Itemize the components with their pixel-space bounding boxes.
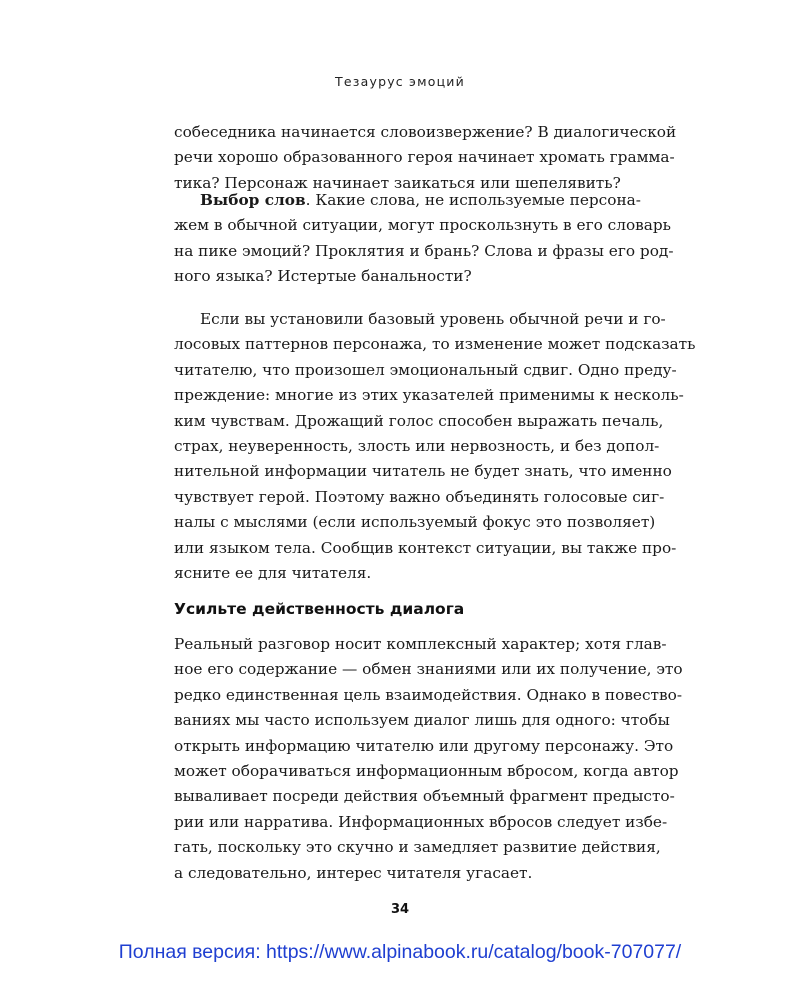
text-line: может оборачиваться информационным вбросом, когда автор bbox=[174, 762, 679, 781]
text-line: нительной информации читатель не будет знать, что именно bbox=[174, 462, 672, 481]
full-version-link[interactable]: Полная версия: https://www.alpinabook.ru/catalog/book-707077/ bbox=[118, 941, 682, 963]
text-line: Реальный разговор носит комплексный характер; хотя глав- bbox=[174, 635, 667, 653]
running-head-title: Тезаурус эмоций bbox=[335, 74, 465, 89]
text-line: ясните ее для читателя. bbox=[174, 564, 372, 583]
text-line: чувствует герой. Поэтому важно объединять голосовые сиг- bbox=[174, 487, 665, 506]
text-line: открыть информацию читателю или другому персонажу. Это bbox=[174, 736, 674, 755]
text-line: а следовательно, интерес читателя угасает. bbox=[174, 863, 533, 882]
text-line bbox=[174, 188, 641, 213]
text-line: жем в обычной ситуации, могут проскользнуть в его словарь bbox=[174, 216, 672, 235]
text-line: лосовых паттернов персонажа, то изменение может подсказать bbox=[174, 335, 696, 354]
text-line: собеседника начинается словоизвержение? В диалогической bbox=[174, 123, 677, 141]
text-line: тика? Персонаж начинает заикаться или шепелявить? bbox=[174, 173, 621, 192]
text-line: редко единственная цель взаимодействия. Однако в повество- bbox=[174, 685, 683, 704]
page-number: 34 bbox=[390, 902, 410, 917]
text-line: Если вы установили базовый уровень обычной речи и го- bbox=[200, 310, 666, 328]
paragraph-voice-signals bbox=[174, 307, 696, 586]
text-line: ное его содержание — обмен знаниями или их получение, это bbox=[174, 660, 683, 679]
text-line: рии или нарратива. Информационных вбросов следует избе- bbox=[174, 812, 668, 831]
text-line: или языком тела. Сообщив контекст ситуации, вы также про- bbox=[174, 538, 677, 557]
text-line: читателю, что произошел эмоциональный сдвиг. Одно преду- bbox=[174, 360, 677, 379]
text-line: на пике эмоций? Проклятия и брань? Слова и фразы его род- bbox=[174, 241, 674, 260]
text-line: налы с мыслями (если используемый фокус это позволяет) bbox=[174, 513, 656, 532]
text-line: речи хорошо образованного героя начинает хромать грамма- bbox=[174, 148, 675, 167]
text-fragment: . Какие слова, не используемые персона- bbox=[305, 191, 641, 209]
text-line: преждение: многие из этих указателей применимы к несколь- bbox=[174, 386, 684, 405]
text-line: ким чувствам. Дрожащий голос способен выражать печаль, bbox=[174, 411, 664, 430]
section-heading: Усильте действенность диалога bbox=[174, 600, 465, 618]
paragraph-real-dialogue bbox=[174, 632, 683, 886]
text-line: страх, неуверенность, злость или нервозность, и без допол- bbox=[174, 437, 660, 456]
paragraph-continuation bbox=[174, 120, 677, 196]
text-line: вываливает посреди действия объемный фрагмент предысто- bbox=[174, 787, 675, 806]
text-line: ного языка? Истертые банальности? bbox=[174, 267, 472, 286]
text-line: ваниях мы часто используем диалог лишь для одного: чтобы bbox=[174, 711, 670, 730]
paragraph-word-choice bbox=[174, 188, 674, 290]
run-in-heading: Выбор слов bbox=[200, 191, 306, 209]
text-line: гать, поскольку это скучно и замедляет развитие действия, bbox=[174, 838, 661, 857]
